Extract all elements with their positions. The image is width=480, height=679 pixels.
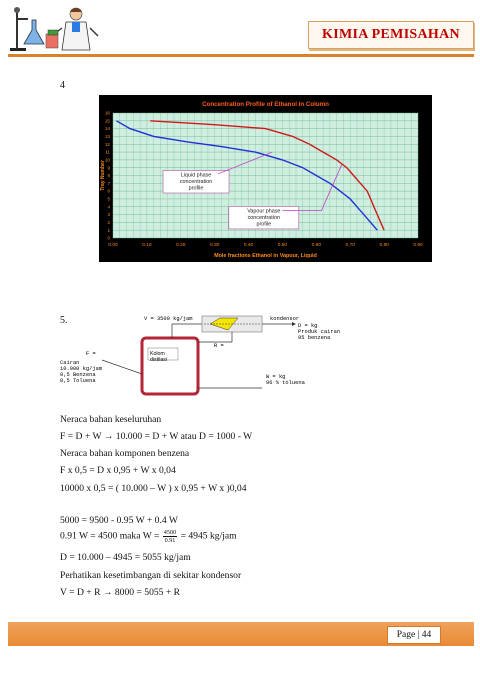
x-tick-label: 0.40 bbox=[243, 243, 254, 248]
y-tick-label: 8 bbox=[107, 173, 110, 179]
x-axis-label: Mole fractions Ethanol in Vapour, Liquid bbox=[214, 253, 317, 259]
fraction-prefix: 0.91 W = 4500 maka W = bbox=[60, 530, 160, 542]
text-line: F x 0,5 = D x 0,95 + W x 0,04 bbox=[60, 465, 176, 476]
y-tick-label: 2 bbox=[107, 219, 110, 225]
fraction-denominator: 0.91 bbox=[164, 537, 176, 544]
text-line: D = 10.000 – 4945 = 5055 kg/jam bbox=[60, 552, 191, 563]
y-tick-label: 13 bbox=[104, 134, 110, 140]
bottoms-label: W = kg bbox=[266, 374, 286, 380]
vapour-annotation-text: profile bbox=[256, 221, 272, 228]
distillation-diagram bbox=[60, 312, 410, 408]
y-axis-label: Tray Number bbox=[100, 160, 106, 191]
column-label-1: Kolom bbox=[150, 351, 165, 357]
y-tick-label: 5 bbox=[107, 196, 110, 202]
liquid-annotation-text: concentration bbox=[179, 179, 213, 185]
text-line: F = D + W → 10.000 = D + W atau D = 1000 - W bbox=[60, 431, 253, 442]
x-tick-label: 0.10 bbox=[142, 243, 152, 248]
y-tick-label: 4 bbox=[107, 204, 110, 210]
lab-illustration-logo bbox=[6, 4, 102, 54]
y-tick-label: 3 bbox=[107, 212, 110, 218]
chart-title: Concentration Profile of Ethanol in Column bbox=[202, 101, 329, 108]
x-tick-label: 0.30 bbox=[209, 243, 220, 248]
chart-frame bbox=[99, 95, 432, 262]
x-tick-label: 0.90 bbox=[413, 243, 423, 248]
y-tick-label: 0 bbox=[107, 235, 110, 241]
text-line: 10000 x 0,5 = ( 10.000 – W ) x 0,95 + W x )0,04 bbox=[60, 483, 247, 494]
bottoms-sub: 96 % toluena bbox=[266, 380, 305, 386]
header-divider bbox=[8, 54, 474, 57]
y-tick-label: 14 bbox=[104, 126, 110, 132]
distillation-column bbox=[142, 338, 198, 394]
text-line: Neraca bahan keseluruhan bbox=[60, 414, 162, 425]
x-tick-label: 0.50 bbox=[277, 243, 288, 248]
y-tick-label: 15 bbox=[104, 118, 110, 124]
y-tick-label: 6 bbox=[107, 188, 110, 194]
text-line: Neraca bahan komponen benzena bbox=[60, 448, 190, 459]
y-tick-label: 16 bbox=[104, 110, 110, 116]
feed-desc-1: Cairan bbox=[60, 360, 80, 366]
liquid-annotation-text: Liquid phase bbox=[180, 172, 212, 179]
y-tick-label: 10 bbox=[104, 157, 110, 163]
fraction-suffix: = 4945 kg/jam bbox=[180, 530, 237, 542]
x-tick-label: 0.20 bbox=[176, 243, 186, 248]
ethanol-concentration-chart bbox=[99, 95, 432, 262]
feed-desc-2: 10.000 kg/jam bbox=[60, 366, 103, 372]
text-line: V = D + R → 8000 = 5055 + R bbox=[60, 587, 181, 598]
y-tick-label: 7 bbox=[107, 180, 110, 186]
distillate-sub-1: Produk cairan bbox=[298, 329, 341, 335]
y-tick-label: 12 bbox=[104, 141, 110, 147]
x-tick-label: 0.60 bbox=[311, 243, 322, 248]
x-tick-label: 0.00 bbox=[108, 243, 118, 248]
fraction-equation bbox=[60, 529, 237, 544]
vapour-annotation-text: Vapour phase bbox=[247, 208, 281, 215]
x-tick-label: 0.80 bbox=[379, 243, 389, 248]
x-tick-label: 0.70 bbox=[345, 243, 355, 248]
column-label-2: distilasi bbox=[150, 357, 168, 363]
distillate-label: D = kg bbox=[298, 323, 318, 329]
text-line: Perhatikan kesetimbangan di sekitar kondensor bbox=[60, 570, 242, 581]
reflux-label: R = bbox=[214, 343, 224, 349]
fraction-numerator: 4500 bbox=[163, 529, 177, 536]
item-number-5: 5. bbox=[60, 315, 68, 326]
fraction bbox=[163, 529, 177, 544]
header-title-box bbox=[308, 21, 474, 49]
vapour-annotation-text: concentration bbox=[247, 214, 280, 221]
feed-label: F = bbox=[86, 351, 96, 357]
condenser-label: kondensor bbox=[270, 316, 300, 322]
feed-desc-3: 0,5 Benzena bbox=[60, 372, 96, 378]
header-title: KIMIA PEMISAHAN bbox=[322, 27, 460, 42]
y-tick-label: 11 bbox=[105, 149, 110, 155]
page-number: Page | 44 bbox=[387, 626, 441, 644]
distillate-sub-2: 95 benzena bbox=[298, 335, 331, 341]
y-tick-label: 9 bbox=[107, 165, 110, 171]
liquid-annotation-text: profile bbox=[188, 185, 204, 192]
vapour-flow-label: V = 3500 kg/jam bbox=[144, 316, 193, 322]
feed-desc-4: 0,5 Toluena bbox=[60, 378, 96, 384]
y-tick-label: 1 bbox=[107, 227, 110, 233]
item-number-4: 4 bbox=[60, 80, 65, 91]
text-line: 5000 = 9500 - 0.95 W + 0.4 W bbox=[60, 515, 178, 526]
